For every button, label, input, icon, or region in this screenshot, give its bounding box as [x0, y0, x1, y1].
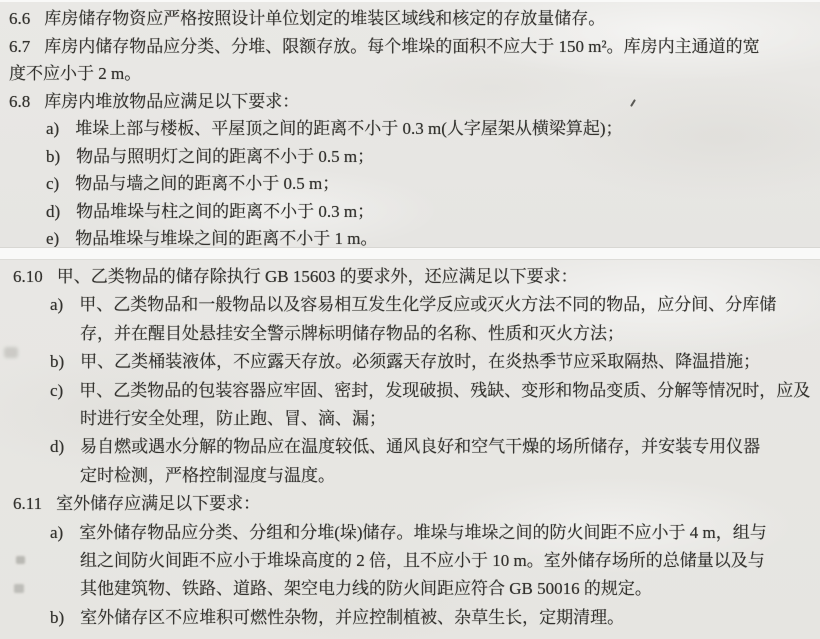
- line-text: 甲、乙类物品的储存除执行 GB 15603 的要求外，还应满足以下要求：: [56, 267, 578, 286]
- text-line: [0, 170, 820, 198]
- text-line: [0, 88, 820, 116]
- line-text: 组之间防火间距不应小于堆垛高度的 2 倍，且不应小于 10 m。室外储存场所的总储量以及与: [80, 550, 765, 570]
- line-text: 室外储存区不应堆积可燃性杂物，并应控制植被、杂草生长，定期清理。: [80, 607, 625, 627]
- text-line: [0, 462, 820, 490]
- scan-block-clauses-6-6-to-6-8: [0, 2, 820, 248]
- item-letter: d): [50, 437, 65, 457]
- line-text: 时进行安全处理，防止跑、冒、滴、漏；: [80, 408, 386, 428]
- item-letter: c): [46, 174, 60, 193]
- text-line: [0, 33, 820, 61]
- text-line: [0, 115, 820, 143]
- text-line: [0, 60, 820, 88]
- clause-number: 6.8: [9, 91, 31, 111]
- clause-number: 6.6: [9, 9, 31, 28]
- line-text: 甲、乙类桶装液体，不应露天存放。必须露天存放时，在炎热季节应采取隔热、降温措施；: [80, 352, 761, 372]
- text-line: [0, 291, 820, 319]
- line-text: 室外储存应满足以下要求：: [56, 494, 261, 514]
- line-text: 存，并在醒目处悬挂安全警示牌标明储存物品的名称、性质和灭火方法；: [80, 323, 624, 343]
- line-text: 甲、乙类物品的包装容器应牢固、密封，发现破损、残缺、变形和物品变质、分解等情况时，应及: [79, 380, 811, 400]
- text-line: [0, 405, 820, 433]
- clause-number: 6.11: [13, 494, 43, 514]
- text-line: [0, 547, 820, 575]
- text-line: [0, 263, 820, 291]
- text-line: [0, 198, 820, 226]
- item-letter: b): [50, 352, 65, 372]
- item-letter: a): [46, 119, 60, 138]
- item-letter: b): [50, 607, 65, 627]
- line-text: 物品堆垛与堆垛之间的距离不小于 1 m。: [75, 229, 378, 248]
- line-text: 库房内储存物品应分类、分堆、限额存放。每个堆垛的面积不应大于 150 m²。库房内主通道的宽: [44, 36, 760, 56]
- item-letter: e): [46, 229, 60, 248]
- text-line: [0, 225, 820, 248]
- item-letter: a): [50, 522, 64, 542]
- text-line: [0, 143, 820, 171]
- item-letter: c): [50, 380, 64, 400]
- clause-number: 6.10: [13, 267, 43, 286]
- clause-number: 6.7: [9, 36, 31, 56]
- line-text: 度不应小于 2 m。: [9, 64, 142, 83]
- line-text: 定时检测，严格控制湿度与温度。: [80, 465, 335, 485]
- text-line: [0, 348, 820, 376]
- item-letter: a): [50, 295, 64, 315]
- line-text: 易自燃或遇水分解的物品应在温度较低、通风良好和空气干燥的场所储存，并安装专用仪器: [80, 437, 761, 457]
- line-text: 物品与照明灯之间的距离不小于 0.5 m；: [76, 146, 375, 166]
- line-text: 物品堆垛与柱之间的距离不小于 0.3 m；: [76, 201, 375, 221]
- text-line: [0, 519, 820, 547]
- line-text: 室外储存物品应分类、分组和分堆(垛)储存。堆垛与堆垛之间的防火间距不应小于 4 m，组与: [79, 522, 767, 542]
- line-text: 库房内堆放物品应满足以下要求：: [44, 91, 300, 111]
- scan-block-clauses-6-10-to-6-11: [0, 259, 820, 639]
- item-letter: b): [46, 146, 61, 166]
- line-text: 库房储存物资应严格按照设计单位划定的堆装区域线和核定的存放量储存。: [44, 9, 606, 28]
- text-line: [0, 604, 820, 632]
- text-line: [0, 575, 820, 603]
- item-letter: d): [46, 201, 61, 221]
- line-text: 物品与墙之间的距离不小于 0.5 m；: [75, 174, 340, 193]
- text-line: [0, 377, 820, 405]
- line-text: 甲、乙类物品和一般物品以及容易相互发生化学反应或灭火方法不同的物品，应分间、分库储: [79, 295, 777, 315]
- text-line: [0, 5, 820, 33]
- line-text: 其他建筑物、铁路、道路、架空电力线的防火间距应符合 GB 50016 的规定。: [80, 579, 652, 599]
- text-line: [0, 320, 820, 348]
- text-line: [0, 490, 820, 518]
- text-line: [0, 433, 820, 461]
- line-text: 堆垛上部与楼板、平屋顶之间的距离不小于 0.3 m(人字屋架从横梁算起)；: [75, 119, 623, 138]
